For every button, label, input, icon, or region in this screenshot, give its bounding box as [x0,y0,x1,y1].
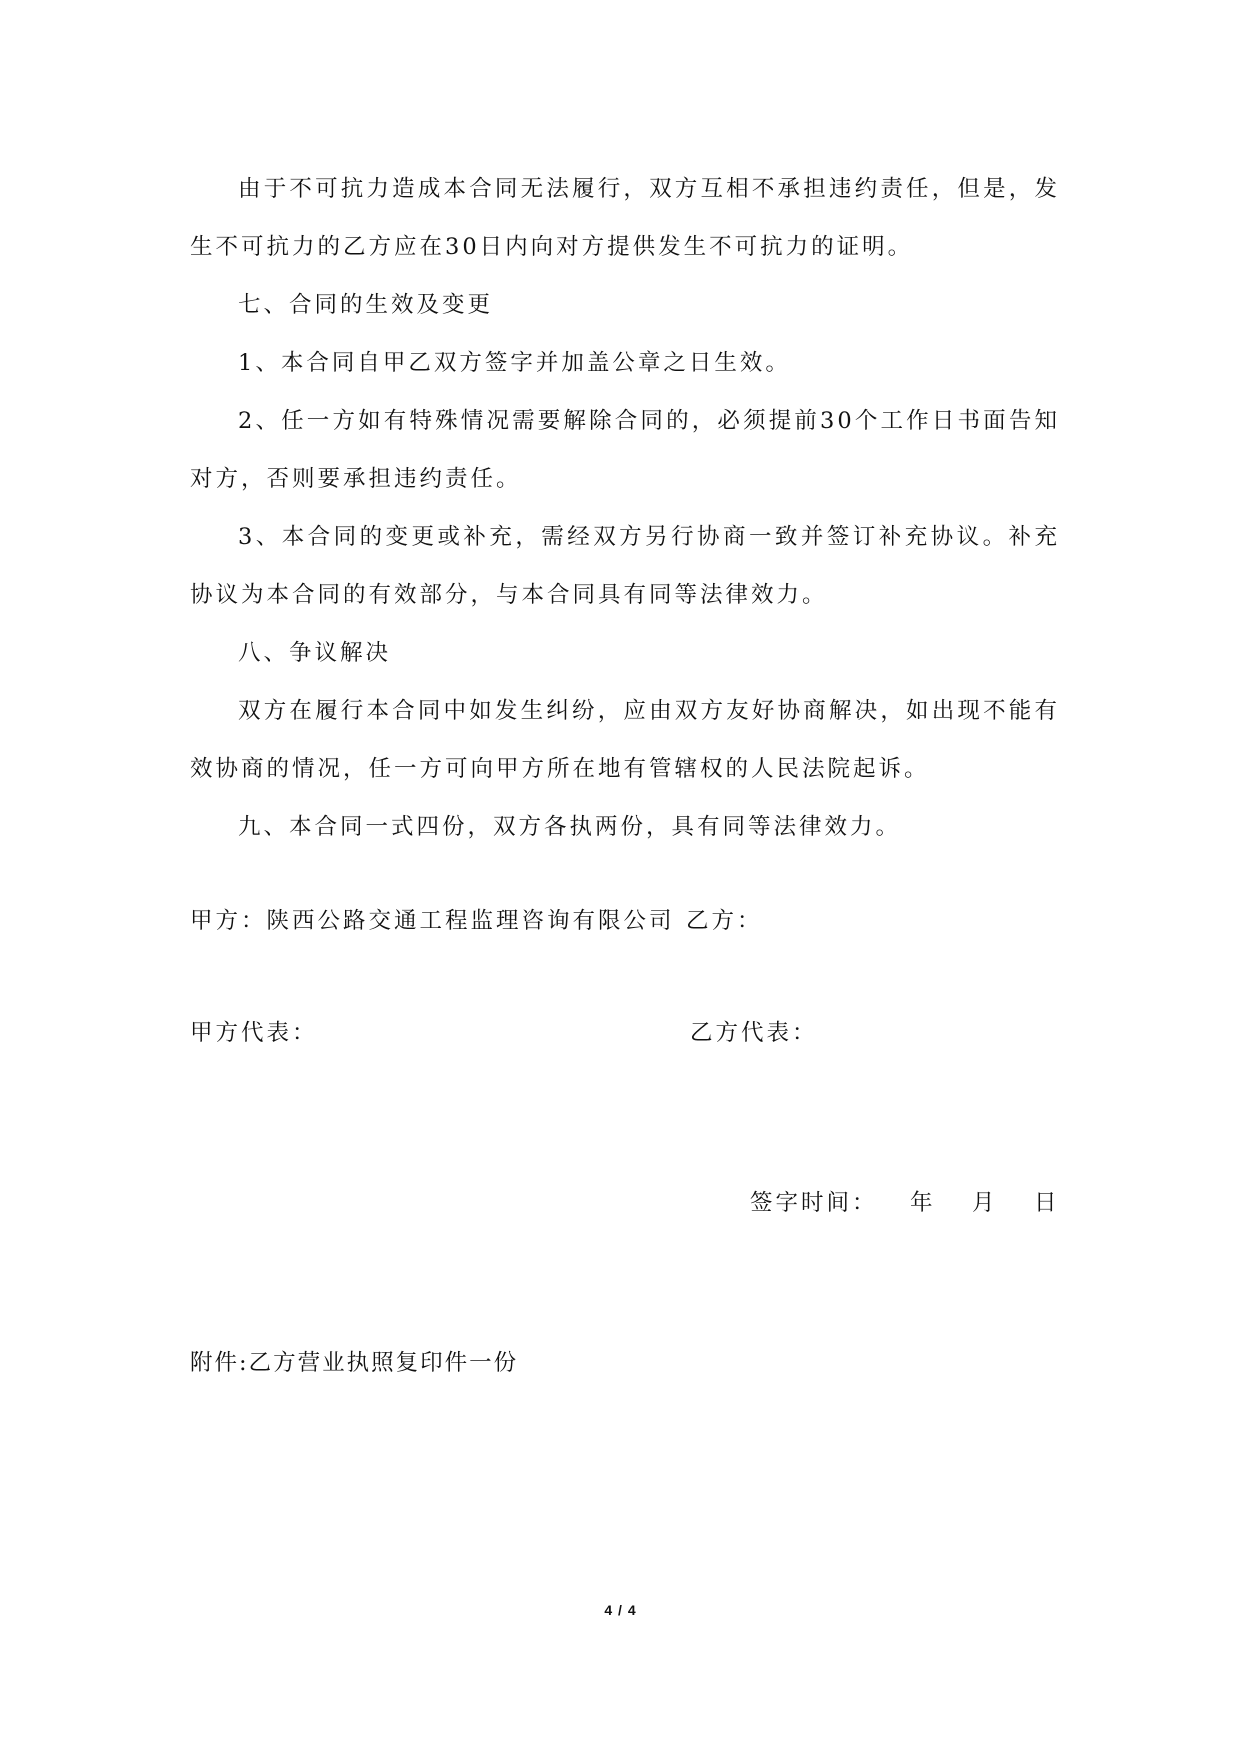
heading-effectiveness-and-changes: 七、合同的生效及变更 [238,292,494,318]
signature-date-year: 年 [910,1190,936,1216]
clause-amendment: 3、本合同的变更或补充，需经双方另行协商一致并签订补充协议。补充协议为本合同的有效部分，与本合同具有同等法律效力。 [190,524,1060,608]
party-a-representative: 甲方代表： [190,1020,318,1046]
paragraph-dispute-resolution: 双方在履行本合同中如发生纠纷，应由双方友好协商解决，如出现不能有效协商的情况，任一方可向甲方所在地有管辖权的人民法院起诉。 [190,698,1060,782]
signature-date-day: 日 [1034,1190,1060,1216]
party-b-representative: 乙方代表： [690,1020,818,1046]
paragraph-force-majeure: 由于不可抗力造成本合同无法履行，双方互相不承担违约责任，但是，发生不可抗力的乙方应在30日内向对方提供发生不可抗力的证明。 [190,176,1060,260]
party-a-name: 甲方：陕西公路交通工程监理咨询有限公司 [190,908,675,934]
signature-date-label: 签字时间： [750,1190,878,1216]
page-number: 4 / 4 [604,1602,637,1618]
party-b-name: 乙方： [686,908,763,934]
clause-copies: 九、本合同一式四份，双方各执两份，具有同等法律效力。 [238,814,902,840]
signature-date-month: 月 [972,1190,998,1216]
clause-effective-date: 1、本合同自甲乙双方签字并加盖公章之日生效。 [238,350,791,376]
clause-termination: 2、任一方如有特殊情况需要解除合同的，必须提前30个工作日书面告知对方，否则要承担违约责任。 [190,408,1060,492]
attachment-note: 附件:乙方营业执照复印件一份 [190,1350,519,1376]
heading-dispute-resolution: 八、争议解决 [238,640,392,666]
